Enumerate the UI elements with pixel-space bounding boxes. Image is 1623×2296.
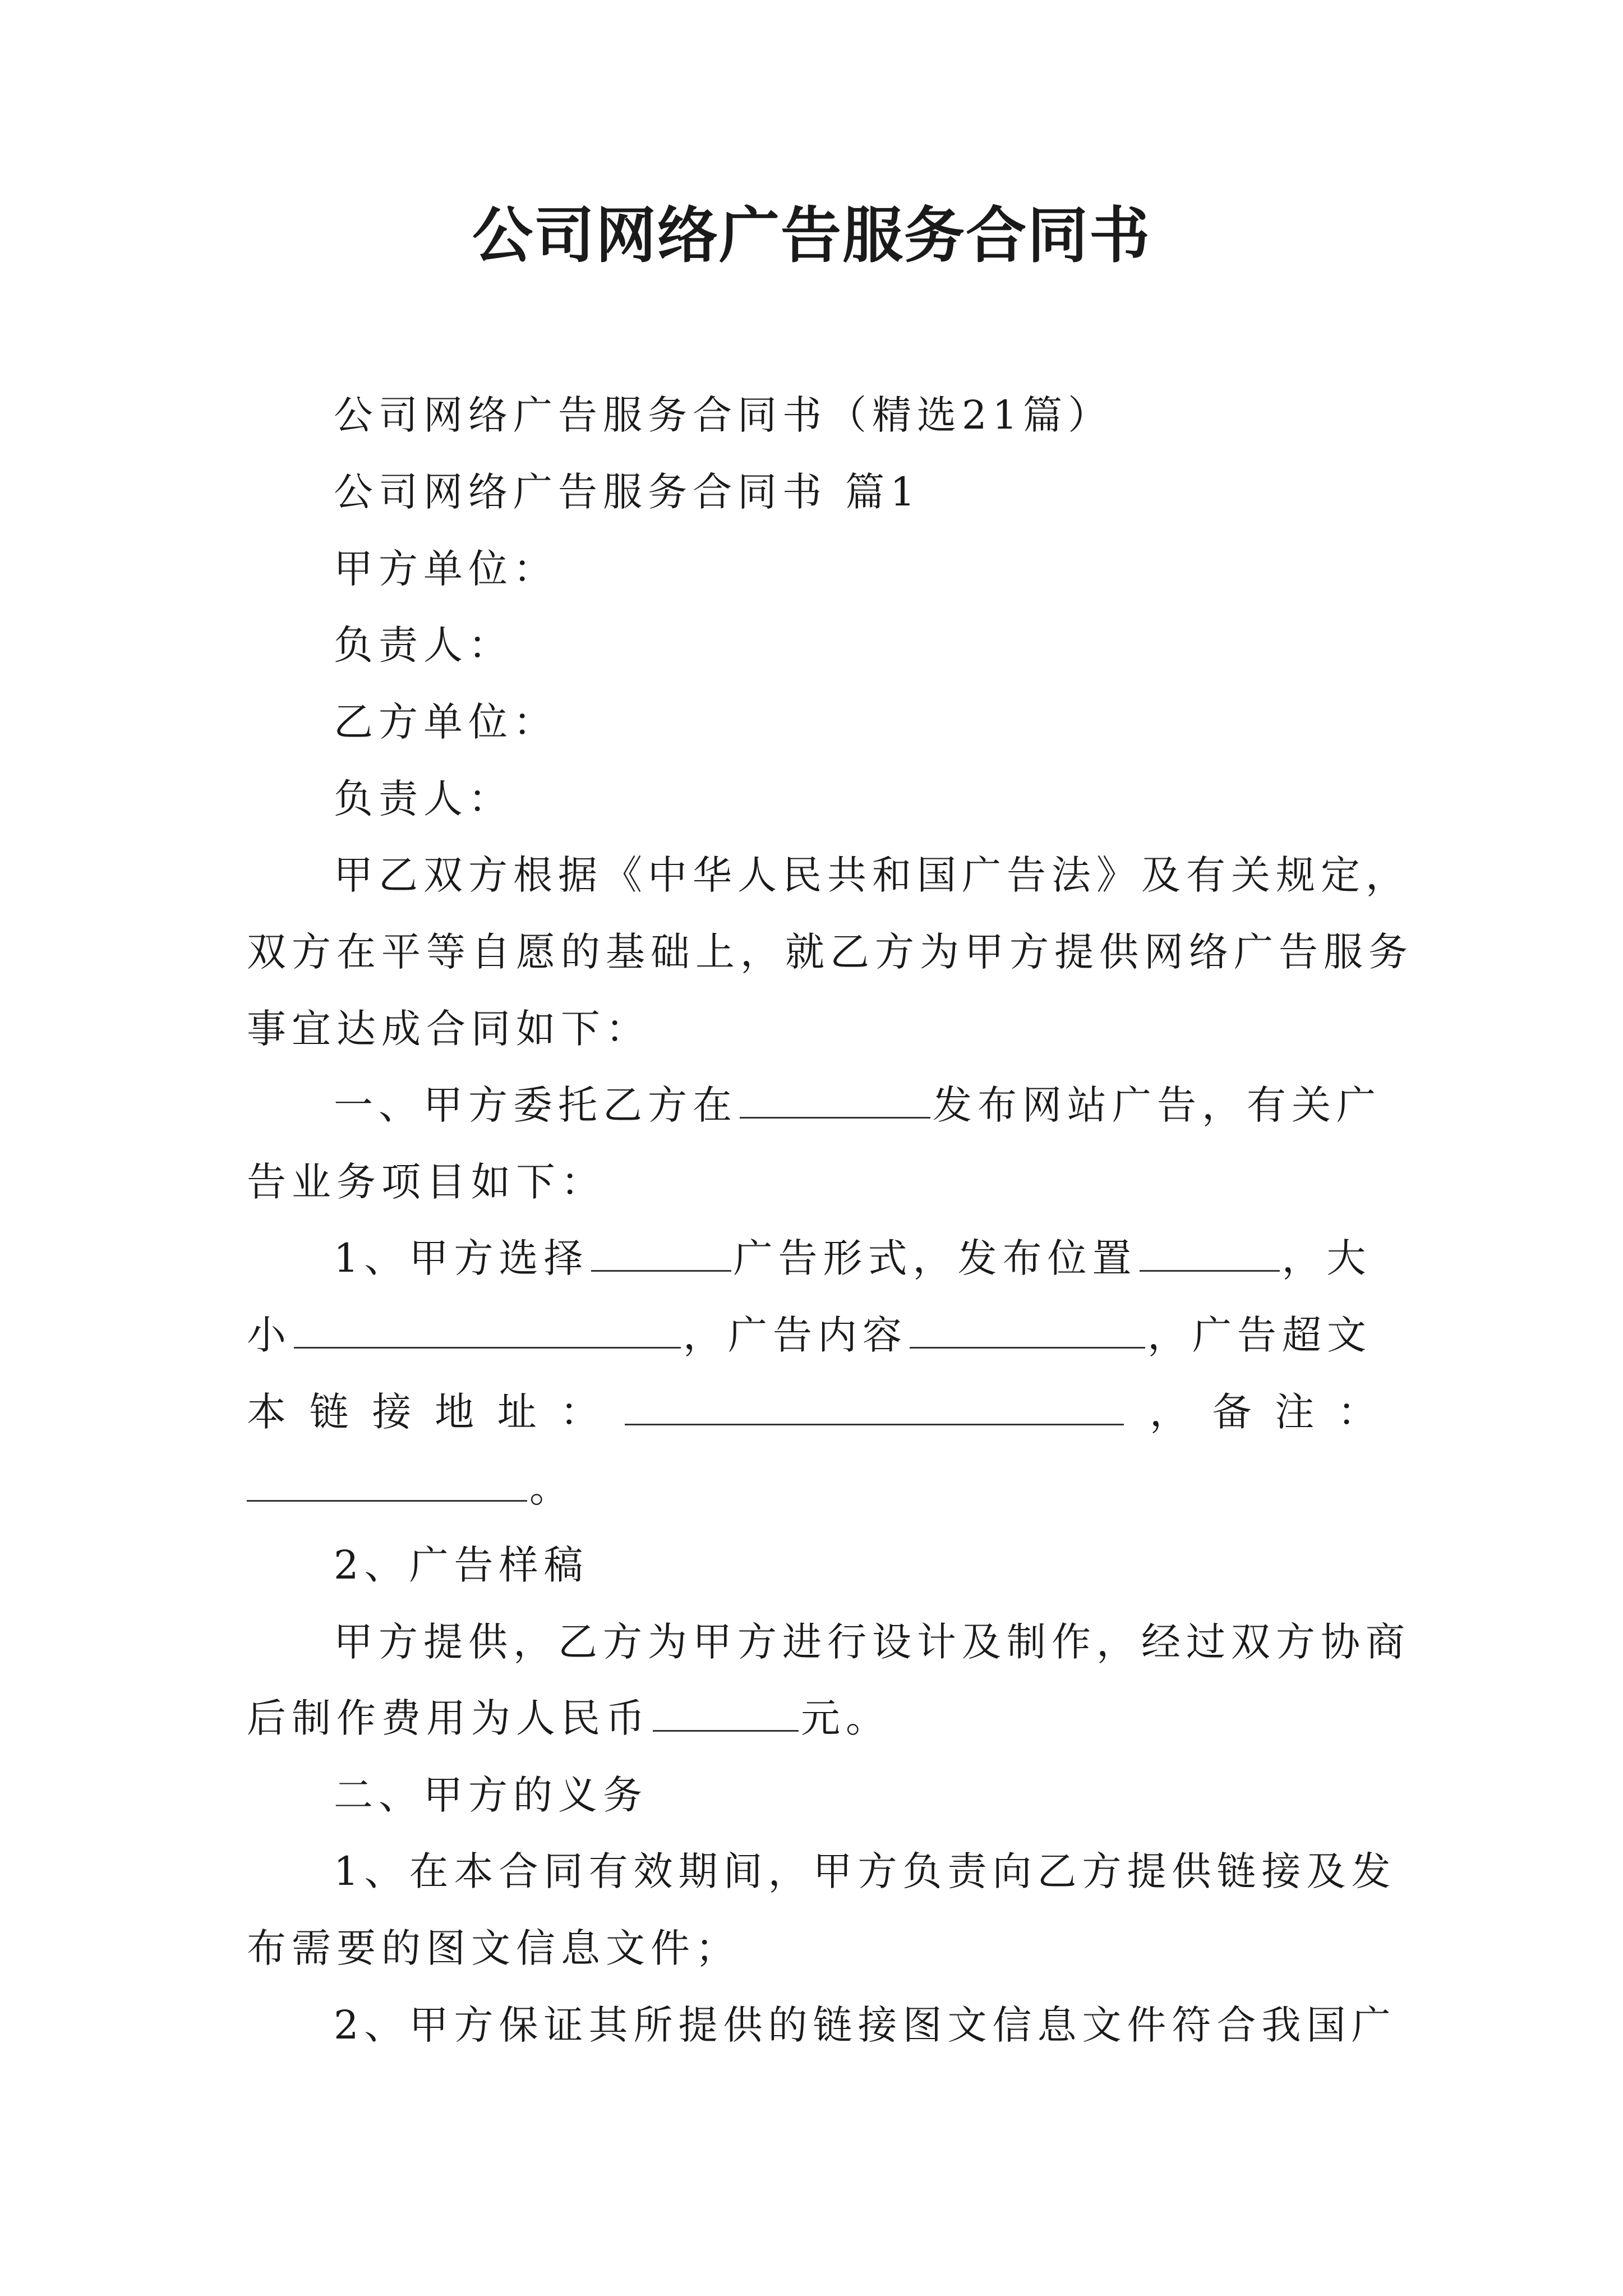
link-comma: ， (1149, 1389, 1189, 1435)
remark-char-1: 备 (1212, 1389, 1252, 1435)
link-char-2: 链 (309, 1389, 349, 1435)
link-char-4: 地 (435, 1389, 474, 1435)
remark-char-2: 注 (1275, 1389, 1315, 1435)
obligation-1-line-2: 布需要的图文信息文件； (247, 1925, 740, 1971)
section-1-text-b: 发布网站广告，有关广 (933, 1082, 1381, 1128)
party-b-head-label: 负责人： (334, 776, 513, 822)
remark-char-3: ： (1337, 1389, 1377, 1435)
party-a-unit-label: 甲方单位： (334, 546, 558, 592)
intro-paragraph-line-1: 甲乙双方根据《中华人民共和国广告法》及有关规定， (334, 852, 1410, 898)
remark-blank (247, 1461, 527, 1502)
item-1-text-b: 广告形式，发布位置 (733, 1235, 1137, 1281)
size-blank (294, 1308, 681, 1349)
item-1-line-4 (247, 1460, 574, 1516)
website-blank (740, 1078, 930, 1119)
item-1-end: 。 (529, 1465, 574, 1511)
link-char-5: 址 (497, 1389, 537, 1435)
chapter-heading: 公司网络广告服务合同书 篇1 (334, 469, 921, 515)
obligation-1-line-1: 1、在本合同有效期间，甲方负责向乙方提供链接及发 (334, 1848, 1396, 1894)
section-1-text-a: 一、甲方委托乙方在 (334, 1082, 737, 1128)
intro-paragraph-line-2: 双方在平等自愿的基础上，就乙方为甲方提供网络广告服务 (247, 929, 1413, 975)
document-subtitle: 公司网络广告服务合同书（精选21篇） (334, 392, 1113, 438)
document-title: 公司网络广告服务合同书 (472, 200, 1151, 271)
link-char-6: ： (560, 1389, 600, 1435)
link-char-3: 接 (372, 1389, 412, 1435)
item-1-text-a: 1、甲方选择 (334, 1235, 589, 1281)
party-b-unit-label: 乙方单位： (334, 699, 558, 745)
position-blank (1140, 1231, 1280, 1272)
fee-blank (653, 1691, 799, 1732)
item-2-line-1: 甲方提供，乙方为甲方进行设计及制作，经过双方协商 (334, 1619, 1410, 1665)
obligation-2-line-1: 2、甲方保证其所提供的链接图文信息文件符合我国广 (334, 2002, 1396, 2048)
item-1-text-e: ，广告内容 (683, 1312, 907, 1358)
party-a-head-label: 负责人： (334, 622, 513, 668)
item-1-line-2 (247, 1307, 1372, 1363)
item-1-line-1 (334, 1230, 1372, 1286)
item-2-text-b: 后制作费用为人民币 (247, 1695, 651, 1741)
intro-paragraph-line-3: 事宜达成合同如下： (247, 1006, 651, 1052)
ad-form-blank (591, 1231, 731, 1272)
item-2-title: 2、广告样稿 (334, 1542, 589, 1588)
item-2-line-2 (247, 1690, 891, 1746)
link-char-1: 本 (247, 1389, 286, 1435)
section-1-line-1 (334, 1077, 1381, 1133)
content-blank (910, 1308, 1145, 1349)
section-2-heading: 二、甲方的义务 (334, 1772, 648, 1818)
item-1-text-d: 小 (247, 1312, 292, 1358)
item-1-text-f: ，广告超文 (1147, 1312, 1372, 1358)
section-1-line-2: 告业务项目如下： (247, 1159, 606, 1205)
item-2-text-c: 元。 (801, 1695, 891, 1741)
link-address-blank (625, 1384, 1124, 1425)
item-1-line-3 (247, 1384, 1377, 1440)
item-1-text-c: ，大 (1281, 1235, 1372, 1281)
